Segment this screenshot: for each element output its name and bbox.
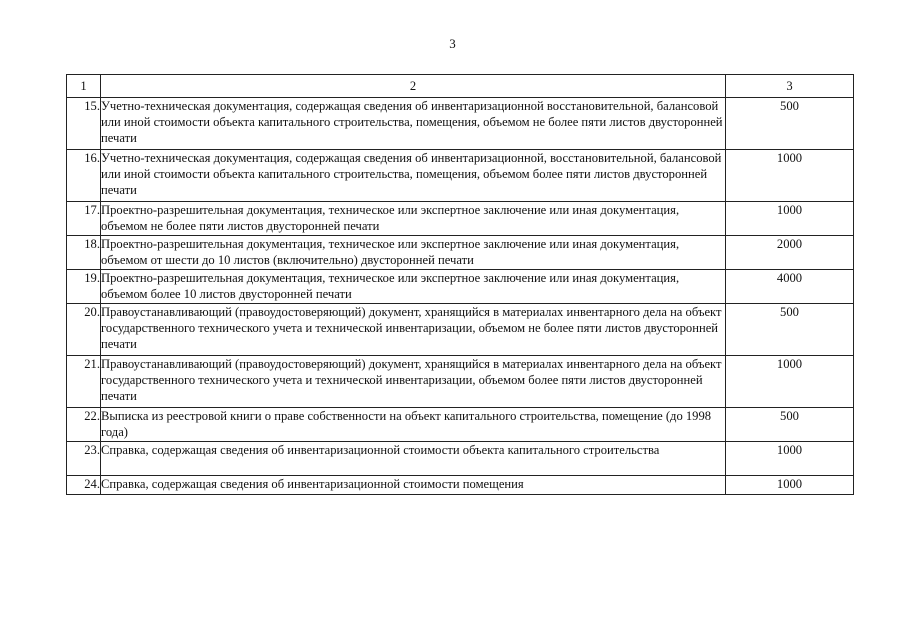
row-description: Справка, содержащая сведения об инвентаризационной стоимости помещения [101, 476, 726, 495]
table-row [67, 150, 854, 202]
row-number: 17. [67, 202, 101, 236]
row-fee: 1000 [726, 356, 854, 408]
table-row [67, 356, 854, 408]
row-number: 16. [67, 150, 101, 202]
row-number: 21. [67, 356, 101, 408]
page-number: 3 [449, 36, 456, 51]
row-fee: 1000 [726, 442, 854, 476]
row-fee: 500 [726, 98, 854, 150]
row-fee: 4000 [726, 270, 854, 304]
row-fee: 500 [726, 408, 854, 442]
row-fee: 2000 [726, 236, 854, 270]
row-fee: 500 [726, 304, 854, 356]
table-row [67, 270, 854, 304]
row-description: Выписка из реестровой книги о праве собственности на объект капитального строительства, помещение (до 1998 года) [101, 408, 726, 442]
row-description: Проектно-разрешительная документация, техническое или экспертное заключение или иная документация, объемом не более пяти листов двусторонней печати [101, 202, 726, 236]
row-number: 22. [67, 408, 101, 442]
row-fee: 1000 [726, 150, 854, 202]
table-row [67, 236, 854, 270]
table-row [67, 304, 854, 356]
row-description: Правоустанавливающий (правоудостоверяющий) документ, хранящийся в материалах инвентарного дела на объект государственного технического учета и технической инвентаризации, объемом более пяти листов двусторонней печати [101, 356, 726, 408]
row-description: Правоустанавливающий (правоудостоверяющий) документ, хранящийся в материалах инвентарного дела на объект государственного технического учета и технической инвентаризации, объемом не более пяти листов двусторонней печати [101, 304, 726, 356]
row-fee: 1000 [726, 476, 854, 495]
table-row [67, 98, 854, 150]
fee-table [66, 74, 854, 495]
table-header-row [67, 75, 854, 98]
row-description: Учетно-техническая документация, содержащая сведения об инвентаризационной восстановительной, балансовой или иной стоимости объекта капитального строительства, помещения, объемом не более пяти листов двусторонней печати [101, 98, 726, 150]
row-number: 23. [67, 442, 101, 476]
row-number: 19. [67, 270, 101, 304]
row-number: 24. [67, 476, 101, 495]
table-row [67, 442, 854, 476]
row-number: 20. [67, 304, 101, 356]
table-row [67, 476, 854, 495]
row-number: 18. [67, 236, 101, 270]
column-header-fee: 3 [726, 75, 854, 98]
table-row [67, 408, 854, 442]
table-row [67, 202, 854, 236]
row-number: 15. [67, 98, 101, 150]
row-fee: 1000 [726, 202, 854, 236]
column-header-number: 1 [67, 75, 101, 98]
row-description: Проектно-разрешительная документация, техническое или экспертное заключение или иная документация, объемом от шести до 10 листов (включительно) двусторонней печати [101, 236, 726, 270]
column-header-description: 2 [101, 75, 726, 98]
row-description: Проектно-разрешительная документация, техническое или экспертное заключение или иная документация, объемом более 10 листов двусторонней печати [101, 270, 726, 304]
row-description: Справка, содержащая сведения об инвентаризационной стоимости объекта капитального строительства [101, 442, 726, 476]
row-description: Учетно-техническая документация, содержащая сведения об инвентаризационной, восстановительной, балансовой или иной стоимости объекта капитального строительства, помещения, объемом более пяти листов двусторонней печати [101, 150, 726, 202]
